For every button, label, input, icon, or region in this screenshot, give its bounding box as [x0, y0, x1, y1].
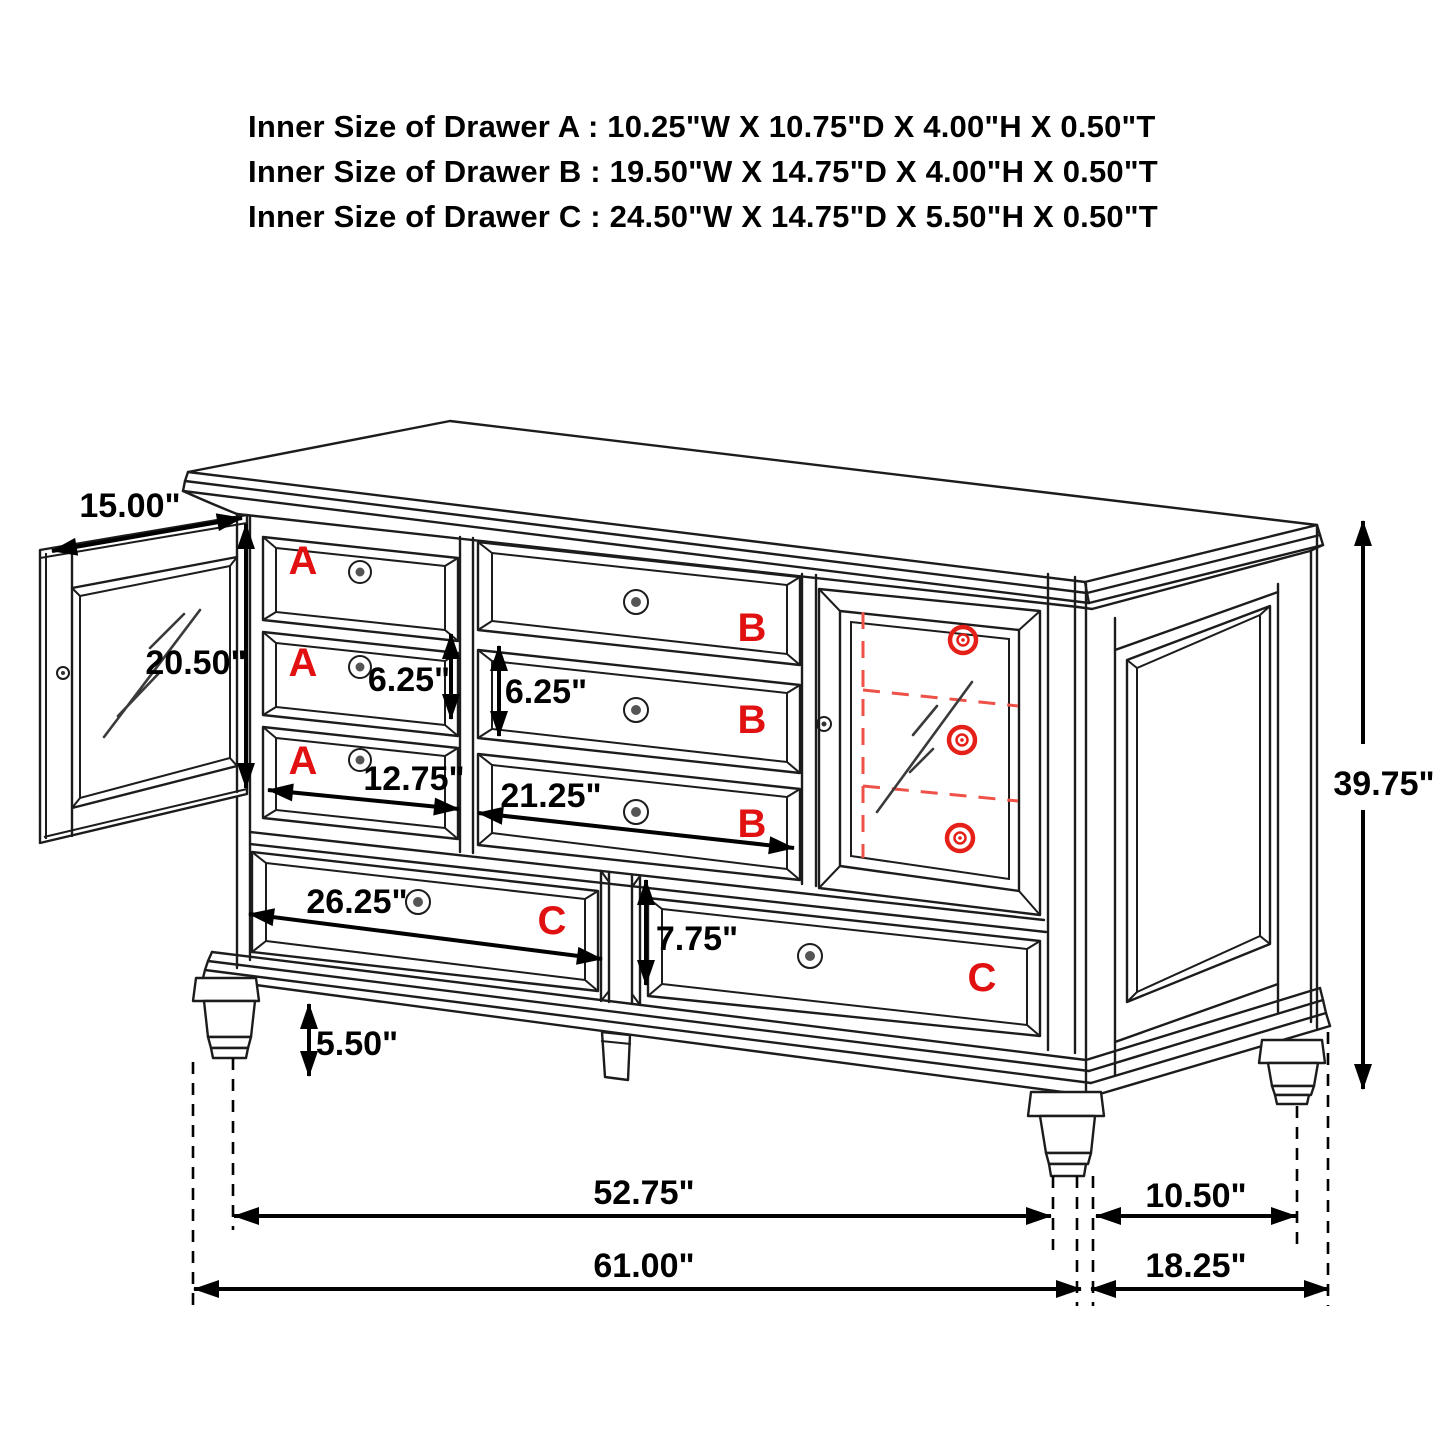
center-leg	[601, 1032, 631, 1080]
drawer-letter-a1: A	[288, 539, 318, 583]
knob-center	[413, 897, 423, 907]
dim-label-leg-span-depth: 10.50"	[1145, 1177, 1247, 1215]
back-right-leg	[1259, 1040, 1325, 1104]
dim-label-a-height: 6.25"	[367, 661, 451, 699]
dim-label-leg-span-width: 52.75"	[593, 1174, 695, 1212]
drawer-letter-a2: A	[288, 641, 318, 685]
header-line-drawer-a: Inner Size of Drawer A : 10.25"W X 10.75"D X 4.00"H X 0.50"T	[248, 109, 1156, 144]
dim-label-c-height: 7.75"	[655, 920, 739, 958]
front-right-leg	[1028, 1092, 1104, 1176]
drawer-letter-b1: B	[737, 606, 767, 650]
right-glass-door	[817, 589, 1040, 915]
dim-label-overall-depth: 18.25"	[1145, 1247, 1247, 1285]
drawer-letter-c-right: C	[967, 956, 997, 1000]
drawer-letter-b3: B	[737, 802, 767, 846]
dim-label-a-width: 12.75"	[363, 760, 465, 798]
dim-label-base-height: 5.50"	[315, 1025, 399, 1063]
dim-label-door-width: 15.00"	[79, 487, 181, 525]
dim-label-b-width: 21.25"	[500, 777, 602, 815]
drawer-c-divider	[601, 871, 640, 1005]
dim-label-overall-height: 39.75"	[1333, 765, 1435, 803]
drawer-letter-a3: A	[288, 739, 318, 783]
door-knob-center	[822, 722, 827, 727]
knob-center	[356, 663, 365, 672]
knob-center	[631, 597, 641, 607]
knob-center	[631, 705, 641, 715]
dim-label-c-left-width: 26.25"	[306, 883, 408, 921]
front-left-leg	[193, 978, 259, 1058]
knob-center	[805, 951, 815, 961]
drawer-letter-c-left: C	[537, 899, 567, 943]
header-line-drawer-b: Inner Size of Drawer B : 19.50"W X 14.75"D X 4.00"H X 0.50"T	[248, 154, 1158, 189]
knob-center	[631, 807, 641, 817]
knob-center	[356, 568, 365, 577]
header-line-drawer-c: Inner Size of Drawer C : 24.50"W X 14.75"D X 5.50"H X 0.50"T	[248, 199, 1158, 234]
dim-label-b-height: 6.25"	[504, 673, 588, 711]
drawer-letter-b2: B	[737, 698, 767, 742]
door-knob-center	[61, 671, 65, 675]
dim-label-overall-width: 61.00"	[593, 1247, 695, 1285]
dim-label-door-height: 20.50"	[145, 644, 247, 682]
